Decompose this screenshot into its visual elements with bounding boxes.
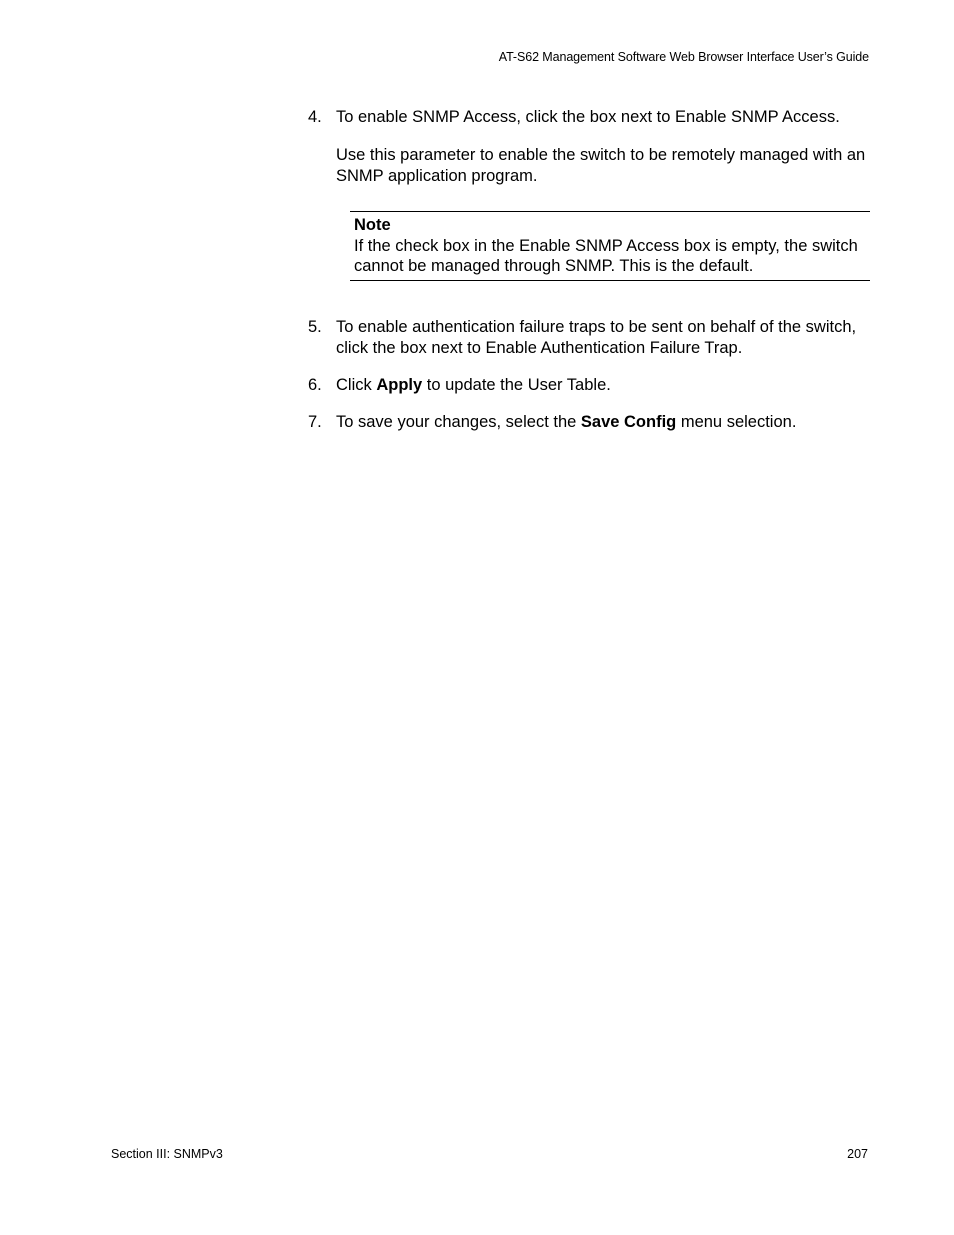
apply-term: Apply: [376, 375, 423, 394]
footer-page-number: 207: [847, 1147, 868, 1161]
step-4: [308, 107, 873, 128]
save-config-term: Save Config: [580, 412, 677, 431]
note-title: Note: [354, 216, 391, 234]
step-7: [308, 412, 873, 433]
step-4-description: Use this parameter to enable the switch to be remotely managed with an SNMP application program.: [336, 146, 866, 185]
step-text: To enable SNMP Access, click the box next to Enable SNMP Access.: [336, 108, 840, 126]
step-6: [308, 375, 873, 396]
step-text: [336, 412, 873, 433]
footer-section: Section III: SNMPv3: [111, 1147, 223, 1161]
step-number: 7.: [308, 412, 322, 431]
step-text-prefix: Click: [336, 375, 377, 394]
step-number: 4.: [308, 108, 322, 126]
step-text-suffix: to update the User Table.: [422, 375, 611, 394]
running-header: AT-S62 Management Software Web Browser Interface User’s Guide: [498, 50, 869, 64]
step-5: [308, 317, 873, 359]
step-number: 5.: [308, 317, 322, 336]
step-text: To enable authentication failure traps to be sent on behalf of the switch, click the box next to Enable Authentication Failure Trap.: [336, 317, 857, 357]
step-text: [336, 375, 873, 396]
step-text-suffix: menu selection.: [676, 412, 797, 431]
note-box: [350, 211, 870, 281]
step-number: 6.: [308, 375, 322, 394]
step-text-prefix: To save your changes, select the: [336, 412, 581, 431]
note-text: If the check box in the Enable SNMP Access box is empty, the switch cannot be managed through SNMP. This is the default.: [354, 236, 858, 275]
page-content: [308, 107, 873, 433]
